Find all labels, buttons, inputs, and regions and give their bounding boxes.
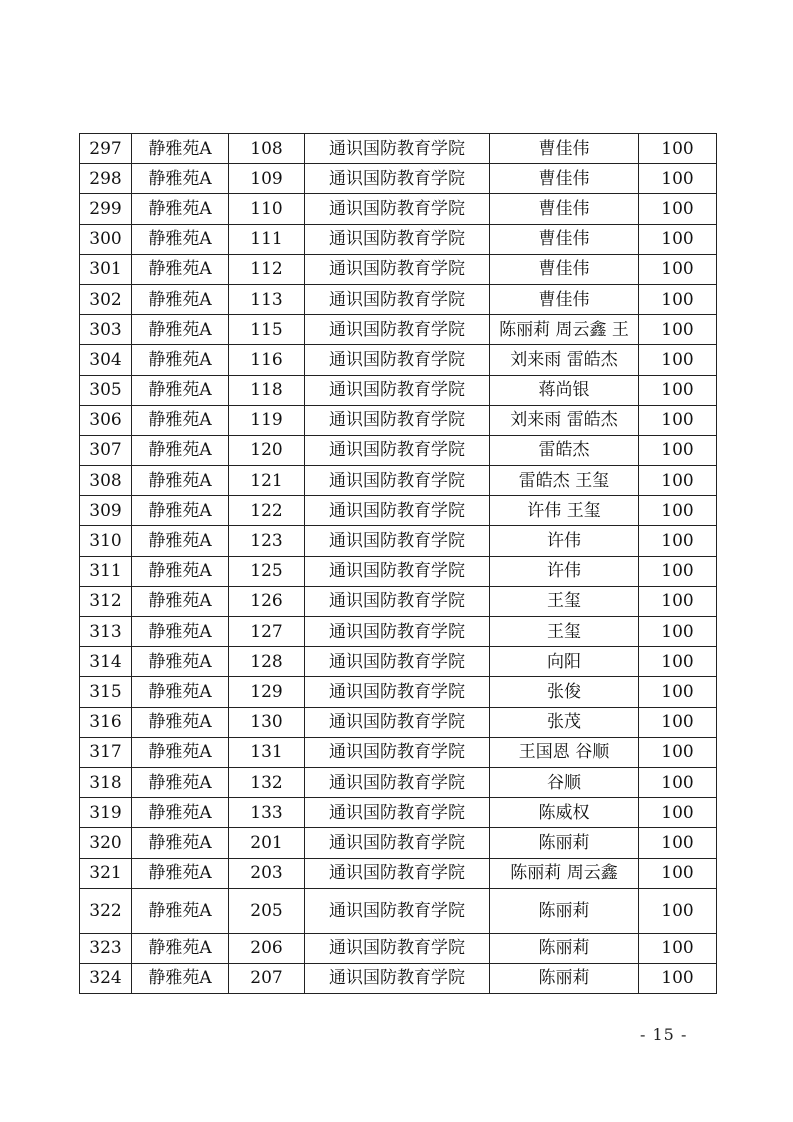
- names-cell: [490, 345, 639, 375]
- row-number-cell: 306: [80, 405, 132, 435]
- row-number-cell: 322: [80, 888, 132, 933]
- names-text: 陈威权: [538, 802, 590, 823]
- building-cell: 静雅苑A: [132, 933, 229, 963]
- names-cell: [490, 767, 639, 797]
- college-cell: 通识国防教育学院: [305, 134, 490, 164]
- room-cell: 131: [229, 737, 305, 767]
- college-cell: 通识国防教育学院: [305, 254, 490, 284]
- names-cell: [490, 194, 639, 224]
- score-cell: 100: [639, 963, 717, 993]
- building-cell: 静雅苑A: [132, 375, 229, 405]
- college-cell: 通识国防教育学院: [305, 737, 490, 767]
- college-cell: 通识国防教育学院: [305, 496, 490, 526]
- names-cell: [490, 164, 639, 194]
- inspection-table: [79, 133, 717, 994]
- college-cell: 通识国防教育学院: [305, 858, 490, 888]
- row-number-cell: 318: [80, 767, 132, 797]
- names-text: 曹佳伟: [538, 198, 590, 219]
- names-cell: [490, 677, 639, 707]
- table-row: [80, 828, 717, 858]
- names-cell: [490, 963, 639, 993]
- table-row: [80, 963, 717, 993]
- table-row: [80, 224, 717, 254]
- names-cell: [490, 526, 639, 556]
- table-row: [80, 858, 717, 888]
- row-number-cell: 298: [80, 164, 132, 194]
- names-text: 雷皓杰: [538, 440, 590, 461]
- college-cell: 通识国防教育学院: [305, 164, 490, 194]
- score-cell: 100: [639, 466, 717, 496]
- row-number-cell: 299: [80, 194, 132, 224]
- row-number-cell: 307: [80, 435, 132, 465]
- table-row: [80, 586, 717, 616]
- room-cell: 113: [229, 284, 305, 314]
- row-number-cell: 308: [80, 466, 132, 496]
- names-text: 陈丽莉 周云鑫: [510, 863, 618, 884]
- building-cell: 静雅苑A: [132, 737, 229, 767]
- score-cell: 100: [639, 828, 717, 858]
- room-cell: 116: [229, 345, 305, 375]
- score-cell: 100: [639, 798, 717, 828]
- building-cell: 静雅苑A: [132, 224, 229, 254]
- score-cell: 100: [639, 496, 717, 526]
- score-cell: 100: [639, 858, 717, 888]
- college-cell: 通识国防教育学院: [305, 707, 490, 737]
- page-number: - 15 -: [640, 1025, 688, 1044]
- college-cell: 通识国防教育学院: [305, 677, 490, 707]
- row-number-cell: 310: [80, 526, 132, 556]
- table-row: [80, 737, 717, 767]
- room-cell: 110: [229, 194, 305, 224]
- table-row: [80, 617, 717, 647]
- score-cell: 100: [639, 526, 717, 556]
- room-cell: 203: [229, 858, 305, 888]
- table-row: [80, 677, 717, 707]
- row-number-cell: 302: [80, 284, 132, 314]
- room-cell: 121: [229, 466, 305, 496]
- room-cell: 111: [229, 224, 305, 254]
- room-cell: 126: [229, 586, 305, 616]
- room-cell: 108: [229, 134, 305, 164]
- college-cell: 通识国防教育学院: [305, 435, 490, 465]
- table-row: [80, 767, 717, 797]
- score-cell: 100: [639, 315, 717, 345]
- table-row: [80, 405, 717, 435]
- score-cell: 100: [639, 345, 717, 375]
- building-cell: 静雅苑A: [132, 767, 229, 797]
- names-cell: [490, 737, 639, 767]
- names-cell: [490, 798, 639, 828]
- row-number-cell: 315: [80, 677, 132, 707]
- row-number-cell: 311: [80, 556, 132, 586]
- names-cell: [490, 888, 639, 933]
- table-row: [80, 888, 717, 933]
- table-row: [80, 647, 717, 677]
- score-cell: 100: [639, 647, 717, 677]
- names-cell: [490, 224, 639, 254]
- college-cell: 通识国防教育学院: [305, 828, 490, 858]
- names-text: 向阳: [547, 651, 581, 672]
- names-text: 陈丽莉: [538, 900, 590, 921]
- names-cell: [490, 496, 639, 526]
- room-cell: 125: [229, 556, 305, 586]
- room-cell: 112: [229, 254, 305, 284]
- names-cell: [490, 405, 639, 435]
- room-cell: 206: [229, 933, 305, 963]
- building-cell: 静雅苑A: [132, 315, 229, 345]
- college-cell: 通识国防教育学院: [305, 767, 490, 797]
- score-cell: 100: [639, 933, 717, 963]
- building-cell: 静雅苑A: [132, 556, 229, 586]
- college-cell: 通识国防教育学院: [305, 586, 490, 616]
- names-text: 王玺: [547, 621, 581, 642]
- room-cell: 129: [229, 677, 305, 707]
- names-text: 曹佳伟: [538, 289, 590, 310]
- room-cell: 201: [229, 828, 305, 858]
- table-row: [80, 134, 717, 164]
- score-cell: 100: [639, 405, 717, 435]
- names-text: 陈丽莉 周云鑫 王: [499, 319, 629, 340]
- row-number-cell: 305: [80, 375, 132, 405]
- room-cell: 127: [229, 617, 305, 647]
- building-cell: 静雅苑A: [132, 888, 229, 933]
- score-cell: 100: [639, 254, 717, 284]
- building-cell: 静雅苑A: [132, 466, 229, 496]
- names-text: 许伟: [547, 561, 581, 582]
- building-cell: 静雅苑A: [132, 194, 229, 224]
- names-text: 雷皓杰 王玺: [518, 470, 610, 491]
- names-cell: [490, 933, 639, 963]
- college-cell: 通识国防教育学院: [305, 466, 490, 496]
- names-text: 陈丽莉: [538, 938, 590, 959]
- college-cell: 通识国防教育学院: [305, 933, 490, 963]
- building-cell: 静雅苑A: [132, 677, 229, 707]
- row-number-cell: 319: [80, 798, 132, 828]
- table-row: [80, 254, 717, 284]
- college-cell: 通识国防教育学院: [305, 375, 490, 405]
- room-cell: 205: [229, 888, 305, 933]
- score-cell: 100: [639, 556, 717, 586]
- room-cell: 133: [229, 798, 305, 828]
- row-number-cell: 314: [80, 647, 132, 677]
- score-cell: 100: [639, 134, 717, 164]
- names-cell: [490, 828, 639, 858]
- score-cell: 100: [639, 194, 717, 224]
- college-cell: 通识国防教育学院: [305, 194, 490, 224]
- names-cell: [490, 435, 639, 465]
- score-cell: 100: [639, 375, 717, 405]
- building-cell: 静雅苑A: [132, 707, 229, 737]
- row-number-cell: 297: [80, 134, 132, 164]
- room-cell: 118: [229, 375, 305, 405]
- score-cell: 100: [639, 164, 717, 194]
- table-row: [80, 933, 717, 963]
- building-cell: 静雅苑A: [132, 617, 229, 647]
- names-cell: [490, 556, 639, 586]
- row-number-cell: 313: [80, 617, 132, 647]
- row-number-cell: 317: [80, 737, 132, 767]
- names-text: 曹佳伟: [538, 229, 590, 250]
- building-cell: 静雅苑A: [132, 134, 229, 164]
- room-cell: 122: [229, 496, 305, 526]
- score-cell: 100: [639, 617, 717, 647]
- building-cell: 静雅苑A: [132, 496, 229, 526]
- building-cell: 静雅苑A: [132, 647, 229, 677]
- names-text: 谷顺: [547, 772, 581, 793]
- names-text: 陈丽莉: [538, 968, 590, 989]
- score-cell: 100: [639, 888, 717, 933]
- names-text: 王玺: [547, 591, 581, 612]
- table-body: [80, 134, 717, 994]
- college-cell: 通识国防教育学院: [305, 405, 490, 435]
- table-row: [80, 466, 717, 496]
- row-number-cell: 309: [80, 496, 132, 526]
- table-row: [80, 526, 717, 556]
- names-text: 蒋尚银: [538, 380, 590, 401]
- score-cell: 100: [639, 586, 717, 616]
- names-cell: [490, 647, 639, 677]
- building-cell: 静雅苑A: [132, 345, 229, 375]
- names-text: 陈丽莉: [538, 832, 590, 853]
- names-text: 曹佳伟: [538, 168, 590, 189]
- table-row: [80, 345, 717, 375]
- table-row: [80, 375, 717, 405]
- score-cell: 100: [639, 677, 717, 707]
- building-cell: 静雅苑A: [132, 586, 229, 616]
- names-text: 刘来雨 雷皓杰: [510, 349, 618, 370]
- building-cell: 静雅苑A: [132, 798, 229, 828]
- table-row: [80, 707, 717, 737]
- table-row: [80, 164, 717, 194]
- names-cell: [490, 858, 639, 888]
- row-number-cell: 321: [80, 858, 132, 888]
- college-cell: 通识国防教育学院: [305, 963, 490, 993]
- score-cell: 100: [639, 707, 717, 737]
- room-cell: 130: [229, 707, 305, 737]
- table-row: [80, 284, 717, 314]
- names-cell: [490, 315, 639, 345]
- row-number-cell: 312: [80, 586, 132, 616]
- room-cell: 109: [229, 164, 305, 194]
- names-text: 曹佳伟: [538, 138, 590, 159]
- college-cell: 通识国防教育学院: [305, 284, 490, 314]
- names-text: 曹佳伟: [538, 259, 590, 280]
- names-text: 王国恩 谷顺: [518, 742, 610, 763]
- room-cell: 119: [229, 405, 305, 435]
- table-row: [80, 798, 717, 828]
- row-number-cell: 320: [80, 828, 132, 858]
- row-number-cell: 303: [80, 315, 132, 345]
- names-text: 刘来雨 雷皓杰: [510, 410, 618, 431]
- building-cell: 静雅苑A: [132, 284, 229, 314]
- room-cell: 123: [229, 526, 305, 556]
- building-cell: 静雅苑A: [132, 405, 229, 435]
- college-cell: 通识国防教育学院: [305, 315, 490, 345]
- building-cell: 静雅苑A: [132, 435, 229, 465]
- names-cell: [490, 466, 639, 496]
- names-cell: [490, 707, 639, 737]
- table-row: [80, 556, 717, 586]
- room-cell: 115: [229, 315, 305, 345]
- room-cell: 132: [229, 767, 305, 797]
- college-cell: 通识国防教育学院: [305, 798, 490, 828]
- building-cell: 静雅苑A: [132, 858, 229, 888]
- room-cell: 128: [229, 647, 305, 677]
- college-cell: 通识国防教育学院: [305, 224, 490, 254]
- college-cell: 通识国防教育学院: [305, 647, 490, 677]
- college-cell: 通识国防教育学院: [305, 556, 490, 586]
- names-cell: [490, 375, 639, 405]
- score-cell: 100: [639, 435, 717, 465]
- names-cell: [490, 617, 639, 647]
- names-cell: [490, 134, 639, 164]
- college-cell: 通识国防教育学院: [305, 345, 490, 375]
- building-cell: 静雅苑A: [132, 254, 229, 284]
- row-number-cell: 304: [80, 345, 132, 375]
- college-cell: 通识国防教育学院: [305, 617, 490, 647]
- building-cell: 静雅苑A: [132, 828, 229, 858]
- names-cell: [490, 284, 639, 314]
- table-row: [80, 496, 717, 526]
- names-text: 张茂: [547, 712, 581, 733]
- room-cell: 120: [229, 435, 305, 465]
- college-cell: 通识国防教育学院: [305, 888, 490, 933]
- score-cell: 100: [639, 767, 717, 797]
- score-cell: 100: [639, 284, 717, 314]
- room-cell: 207: [229, 963, 305, 993]
- table-row: [80, 435, 717, 465]
- building-cell: 静雅苑A: [132, 164, 229, 194]
- row-number-cell: 301: [80, 254, 132, 284]
- score-cell: 100: [639, 224, 717, 254]
- names-cell: [490, 254, 639, 284]
- names-cell: [490, 586, 639, 616]
- building-cell: 静雅苑A: [132, 963, 229, 993]
- row-number-cell: 300: [80, 224, 132, 254]
- building-cell: 静雅苑A: [132, 526, 229, 556]
- score-cell: 100: [639, 737, 717, 767]
- names-text: 张俊: [547, 681, 581, 702]
- row-number-cell: 316: [80, 707, 132, 737]
- names-text: 许伟 王玺: [527, 500, 601, 521]
- college-cell: 通识国防教育学院: [305, 526, 490, 556]
- row-number-cell: 323: [80, 933, 132, 963]
- table-row: [80, 315, 717, 345]
- row-number-cell: 324: [80, 963, 132, 993]
- names-text: 许伟: [547, 531, 581, 552]
- table-row: [80, 194, 717, 224]
